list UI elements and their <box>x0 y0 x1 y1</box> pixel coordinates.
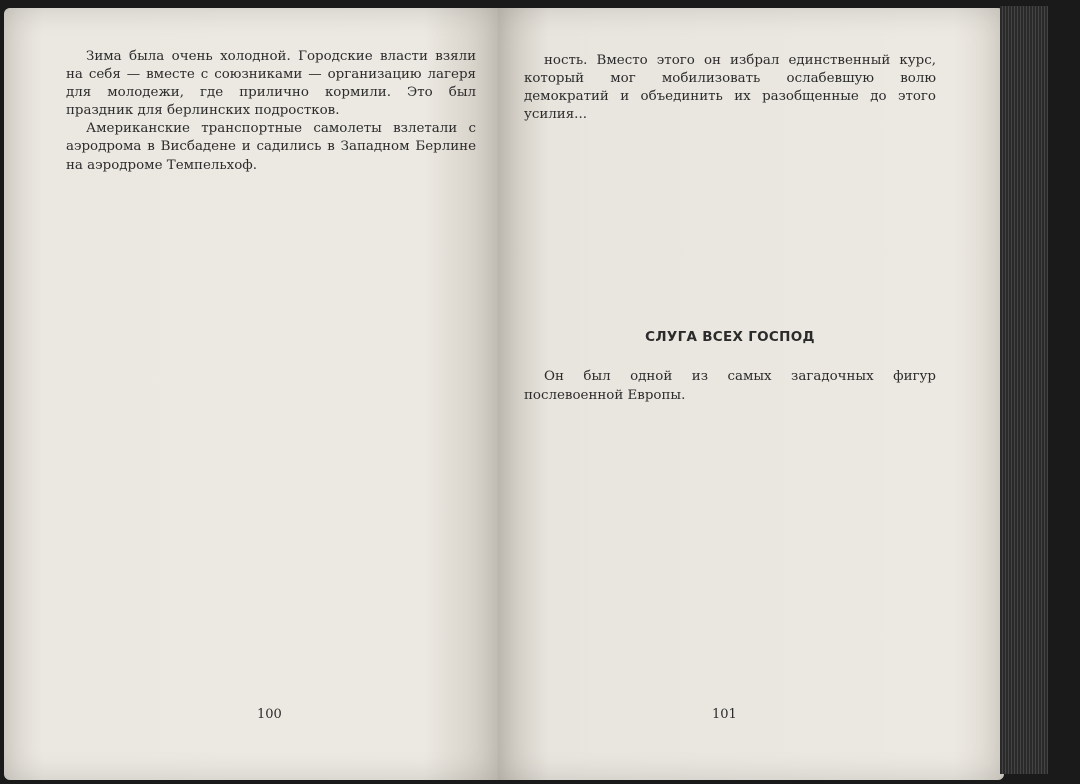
section-heading: СЛУГА ВСЕХ ГОСПОД <box>645 329 815 346</box>
book-page-edges <box>1000 6 1048 774</box>
page-number: 100 <box>257 707 282 722</box>
left-page-text <box>66 48 476 175</box>
paragraph: ность. Вместо этого он избрал единственный курс, который мог мобилизовать ослабевшую волю демократий и объединить их разобщенные до этого усилия... <box>524 53 936 123</box>
page-number: 101 <box>712 707 737 722</box>
paragraph: Американские транспортные самолеты взлетали с аэродрома в Висбадене и садились в Западном Берлине на аэродроме Темпельхоф. <box>66 121 476 173</box>
paragraph: Он был одной из самых загадочных фигур послевоенной Европы. <box>524 369 936 403</box>
book-spread <box>4 8 1049 780</box>
right-page-text <box>524 52 936 405</box>
left-page <box>4 8 498 780</box>
paragraph: Зима была очень холодной. Городские власти взяли на себя — вместе с союзниками — организацию лагеря для молодежи, где прилично кормили. Это был праздник для берлинских подростков. <box>66 49 476 119</box>
right-page <box>498 8 1004 780</box>
